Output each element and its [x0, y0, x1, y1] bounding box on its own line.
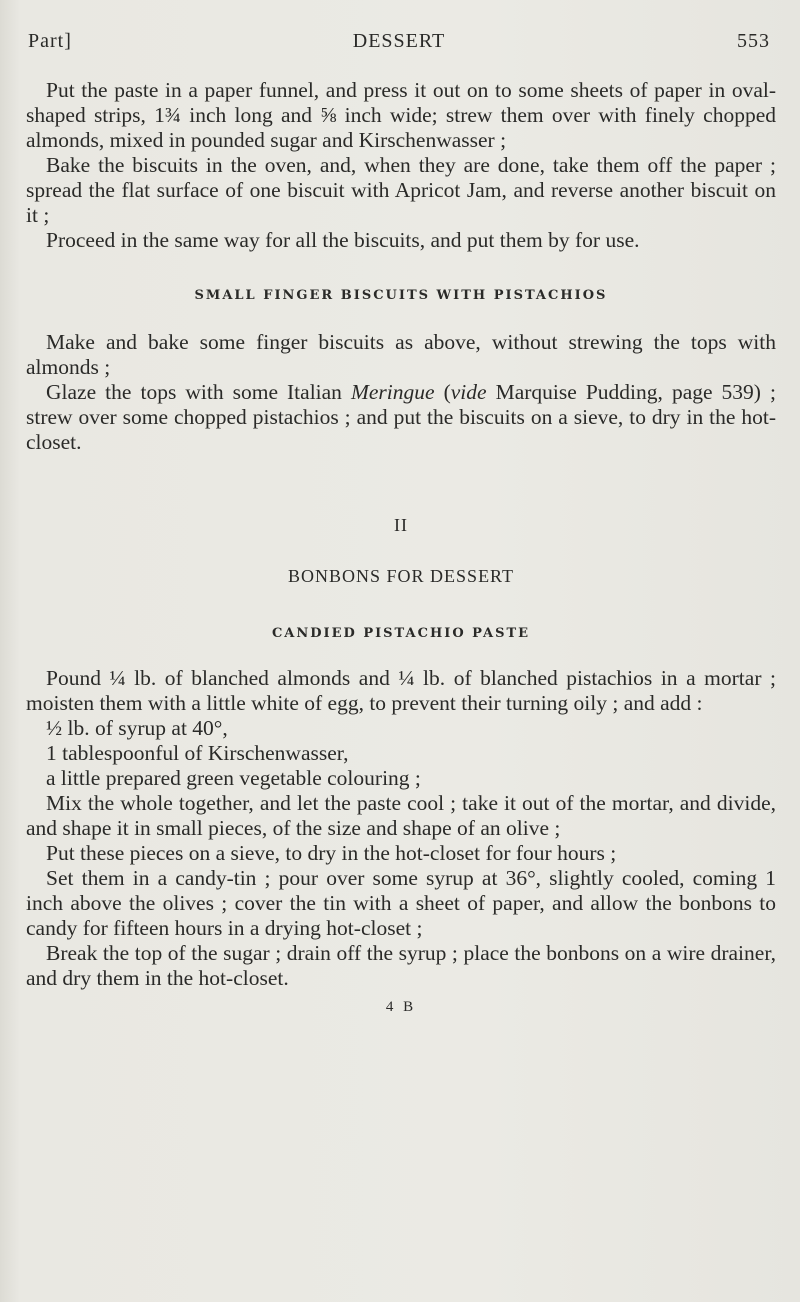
ingredient-line: ½ lb. of syrup at 40°,	[46, 716, 228, 740]
page-number: 553	[737, 30, 770, 52]
paragraph: Put these pieces on a sieve, to dry in the hot-closet for four hours ;	[46, 841, 617, 865]
italic-term: Meringue	[350, 380, 435, 404]
page-body	[26, 78, 776, 1020]
ingredient-line: a little prepared green vegetable colouring ;	[46, 766, 421, 790]
italic-term: vide	[450, 380, 487, 404]
header-part: Part]	[28, 30, 72, 52]
text-run: (	[434, 380, 451, 404]
running-header	[28, 22, 770, 52]
text-run: Marquise Pudding, page 539) ; strew over some chopped pistachios ; and put the biscuits on a sieve, to dry in the hot-closet.	[26, 380, 776, 454]
paragraph	[26, 380, 776, 455]
paragraph: Proceed in the same way for all the biscuits, and put them by for use.	[46, 228, 640, 252]
recipe-heading-finger-biscuits: SMALL FINGER BISCUITS WITH PISTACHIOS	[194, 288, 608, 303]
section-number: II	[394, 515, 408, 535]
recipe-heading-candied-paste: CANDIED PISTACHIO PASTE	[271, 626, 531, 641]
text-run: Glaze the tops with some Italian	[46, 380, 351, 404]
section-title: BONBONS FOR DESSERT	[288, 566, 514, 586]
signature-mark: 4 B	[385, 999, 417, 1015]
paragraph: Break the top of the sugar ; drain off the syrup ; place the bonbons on a wire drainer, and dry them in the hot-closet.	[26, 941, 776, 990]
paragraph: Put the paste in a paper funnel, and press it out on to some sheets of paper in oval-shaped strips, 1¾ inch long and ⅝ inch wide; strew them over with finely chopped almonds, mixed in pounded sugar and Kirschenwasser ;	[26, 78, 776, 152]
ingredient-line: 1 tablespoonful of Kirschenwasser,	[46, 741, 349, 765]
header-title: DESSERT	[352, 30, 446, 52]
paragraph: Pound ¼ lb. of blanched almonds and ¼ lb. of blanched pistachios in a mortar ; moisten them with a little white of egg, to prevent their turning oily ; and add :	[26, 666, 776, 715]
paragraph: Mix the whole together, and let the paste cool ; take it out of the mortar, and divide, and shape it in small pieces, of the size and shape of an olive ;	[26, 791, 776, 840]
paragraph: Set them in a candy-tin ; pour over some syrup at 36°, slightly cooled, coming 1 inch above the olives ; cover the tin with a sheet of paper, and allow the bonbons to candy for fifteen hours in a drying hot-closet ;	[26, 866, 776, 940]
paragraph: Make and bake some finger biscuits as above, without strewing the tops with almonds ;	[26, 330, 776, 379]
paragraph: Bake the biscuits in the oven, and, when they are done, take them off the paper ; spread the flat surface of one biscuit with Apricot Jam, and reverse another biscuit on it ;	[26, 153, 776, 227]
